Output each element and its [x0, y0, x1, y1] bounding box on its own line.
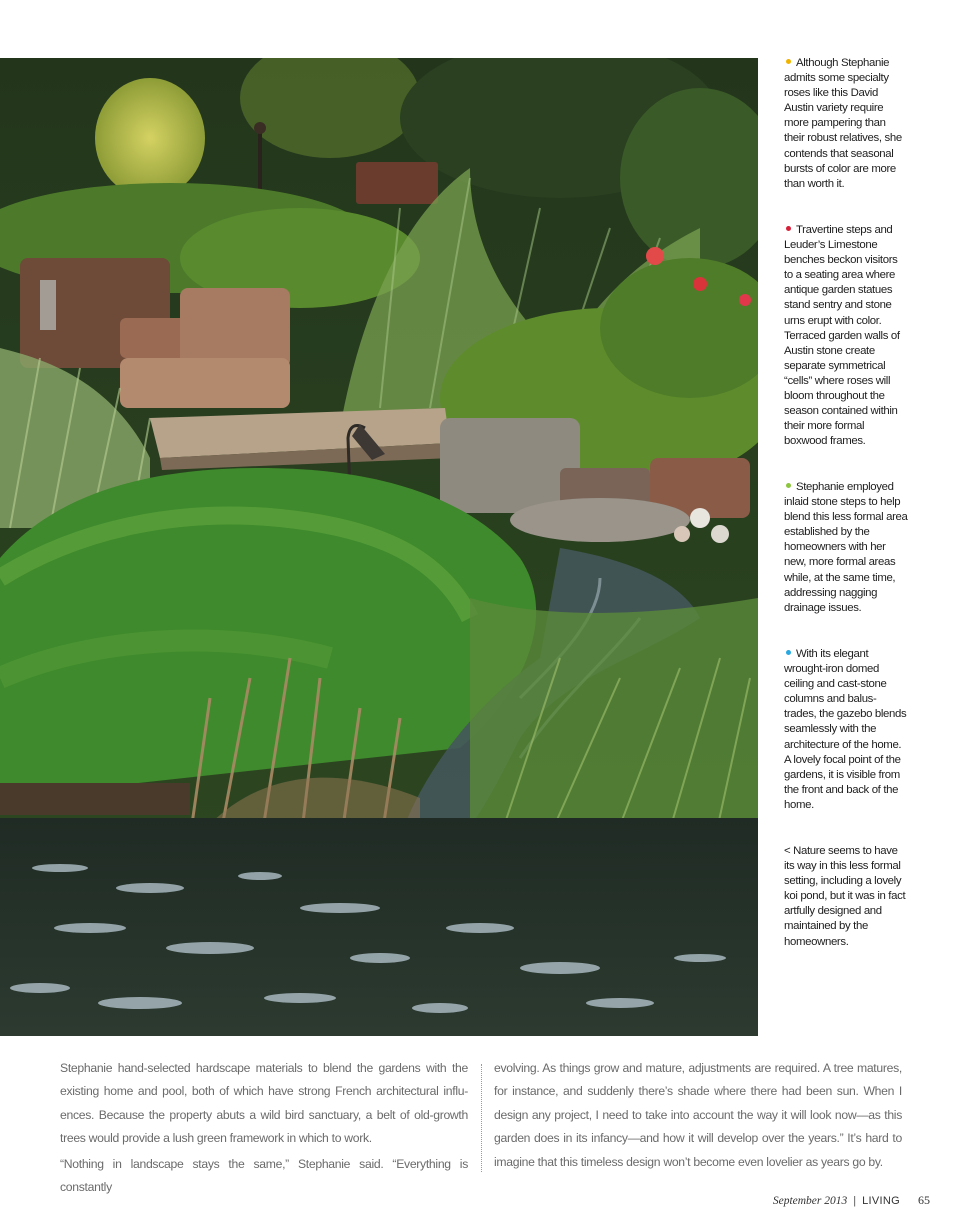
bullet-icon: [786, 59, 791, 64]
garden-photo-illustration: [0, 58, 758, 1036]
caption-travertine-steps: [784, 223, 908, 449]
caption-gazebo: [784, 647, 908, 813]
bullet-icon: [786, 650, 791, 655]
caption-roses: [784, 56, 908, 192]
page-number: 65: [918, 1193, 930, 1207]
bullet-icon: [786, 483, 791, 488]
body-paragraph: evolving. As things grow and mature, adjustments are required. A tree matures, for instance, and suddenly there’s shade where there had been sun. When I design any project, I need to take into account the way it will look now—as this garden does in its infancy—and how it will develop over the years.” It’s hard to imagine that this timeless design won’t become even lovelier as years go by.: [494, 1061, 902, 1169]
caption-text: Stephanie employed inlaid stone steps to help blend this less formal area established by the homeowners with her new, more formal areas while, at the same time, addressing nagging drainage issues.: [784, 481, 908, 614]
page-footer: [773, 1193, 930, 1208]
body-column-left: [60, 1057, 468, 1201]
caption-text: With its elegant wrought-iron domed ceiling and cast-stone columns and balus-trades, the gazebo blends seamlessly with the architecture of the home. A lovely focal point of the gardens, it is visible from the front and back of the home.: [784, 648, 907, 811]
caption-text: Although Stephanie admits some specialty roses like this David Austin variety require more pampering than their robust relatives, she contends that seasonal bursts of color are more than worth it.: [784, 57, 902, 190]
footer-separator: |: [853, 1194, 857, 1207]
magazine-name: LIVING: [862, 1194, 900, 1207]
caption-text: < Nature seems to have its way in this less formal setting, including a lovely koi pond, but it was in fact artfully designed and maintained by the homeowners.: [784, 845, 906, 948]
caption-text: Travertine steps and Leuder’s Limestone benches beckon visitors to a seating area where antique garden statues stand sentry and stone urns erupt with color. Terraced garden walls of Austin stone create separate symmetrical “cells” where roses will bloom throughout the season contained within their more formal boxwood frames.: [784, 224, 900, 448]
column-divider: [481, 1064, 482, 1172]
issue-date: September 2013: [772, 1194, 848, 1207]
body-paragraph: “Nothing in landscape stays the same,” Stephanie said. “Everything is constantly: [60, 1156, 468, 1195]
bullet-icon: [786, 226, 791, 231]
caption-inlaid-stone-steps: [784, 480, 908, 616]
body-column-right: [494, 1057, 902, 1176]
caption-koi-pond: [784, 844, 908, 950]
body-paragraph: Stephanie hand-selected hardscape materials to blend the gardens with the existing home and pool, both of which have strong French architectural influ-ences. Because the property abuts a wild bird sanctuary, a belt of old-growth trees would provide a lush green framework in which to work.: [60, 1061, 468, 1146]
garden-photo: [0, 58, 758, 1036]
